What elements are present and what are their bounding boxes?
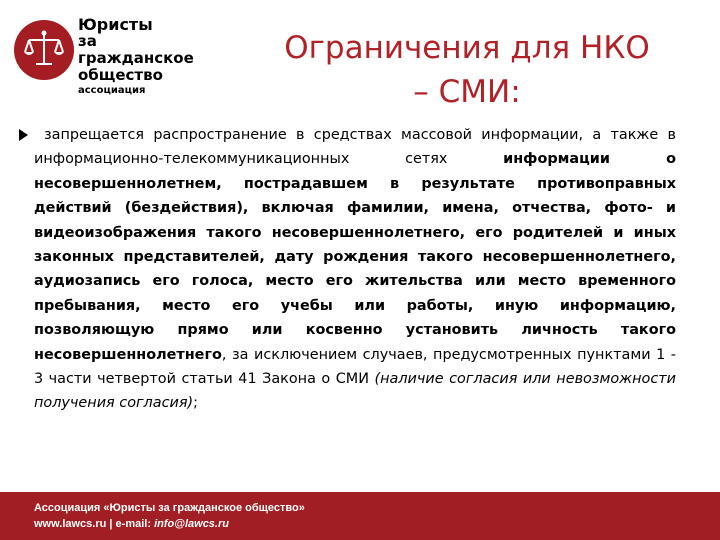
body-text-exception: , за исключением случаев, предусмотренных пунктами 1 - 3 части четвертой статьи 41 Закона о СМИ	[34, 346, 676, 388]
logo-line-1: Юристы	[78, 15, 153, 34]
logo	[14, 16, 214, 96]
logo-text	[78, 16, 214, 97]
logo-line-2: за гражданское	[78, 32, 194, 67]
footer-email: info@lawcs.ru	[154, 518, 229, 530]
slide-title	[232, 26, 702, 114]
footer-email-label: e-mail:	[115, 518, 152, 530]
title-line-1: Ограничения для НКО	[284, 30, 650, 66]
scales-icon	[14, 20, 74, 80]
logo-line-3: общество	[78, 66, 163, 84]
logo-emblem	[14, 20, 74, 80]
footer-text	[34, 500, 305, 532]
body-text-end: ;	[193, 395, 198, 412]
body-text-bold: информации о несовершеннолетнем, пострадавшем в результате противоправных действий (бездействия), включая фамилии, имена, отчества, фото- и видеоизображения такого несовершеннолетнего, его родителей и иных законных представителей, дату рождения такого несовершеннолетнего, аудиозапись его голоса, место его жительства или место временного пребывания, место его учебы или работы, иную информацию, позволяющую прямо или косвенно установить личность такого несовершеннолетнего	[34, 151, 676, 363]
slide-body	[34, 123, 676, 416]
footer-org: Ассоциация «Юристы за гражданское общество»	[34, 502, 305, 514]
logo-line-4: ассоциация	[78, 85, 146, 96]
footer-site: www.lawcs.ru	[34, 518, 107, 530]
footer-bar	[0, 492, 720, 540]
bullet-arrow-icon	[19, 129, 28, 141]
bullet-paragraph	[34, 123, 676, 416]
body-text-italic: (наличие согласия или невозможности получения согласия)	[34, 371, 676, 412]
title-line-2: – СМИ:	[413, 74, 521, 110]
footer-separator: |	[109, 518, 113, 530]
body-text-intro: запрещается распространение в средствах массовой информации, а также в информационно-телекоммуникационных сетях	[34, 127, 676, 168]
